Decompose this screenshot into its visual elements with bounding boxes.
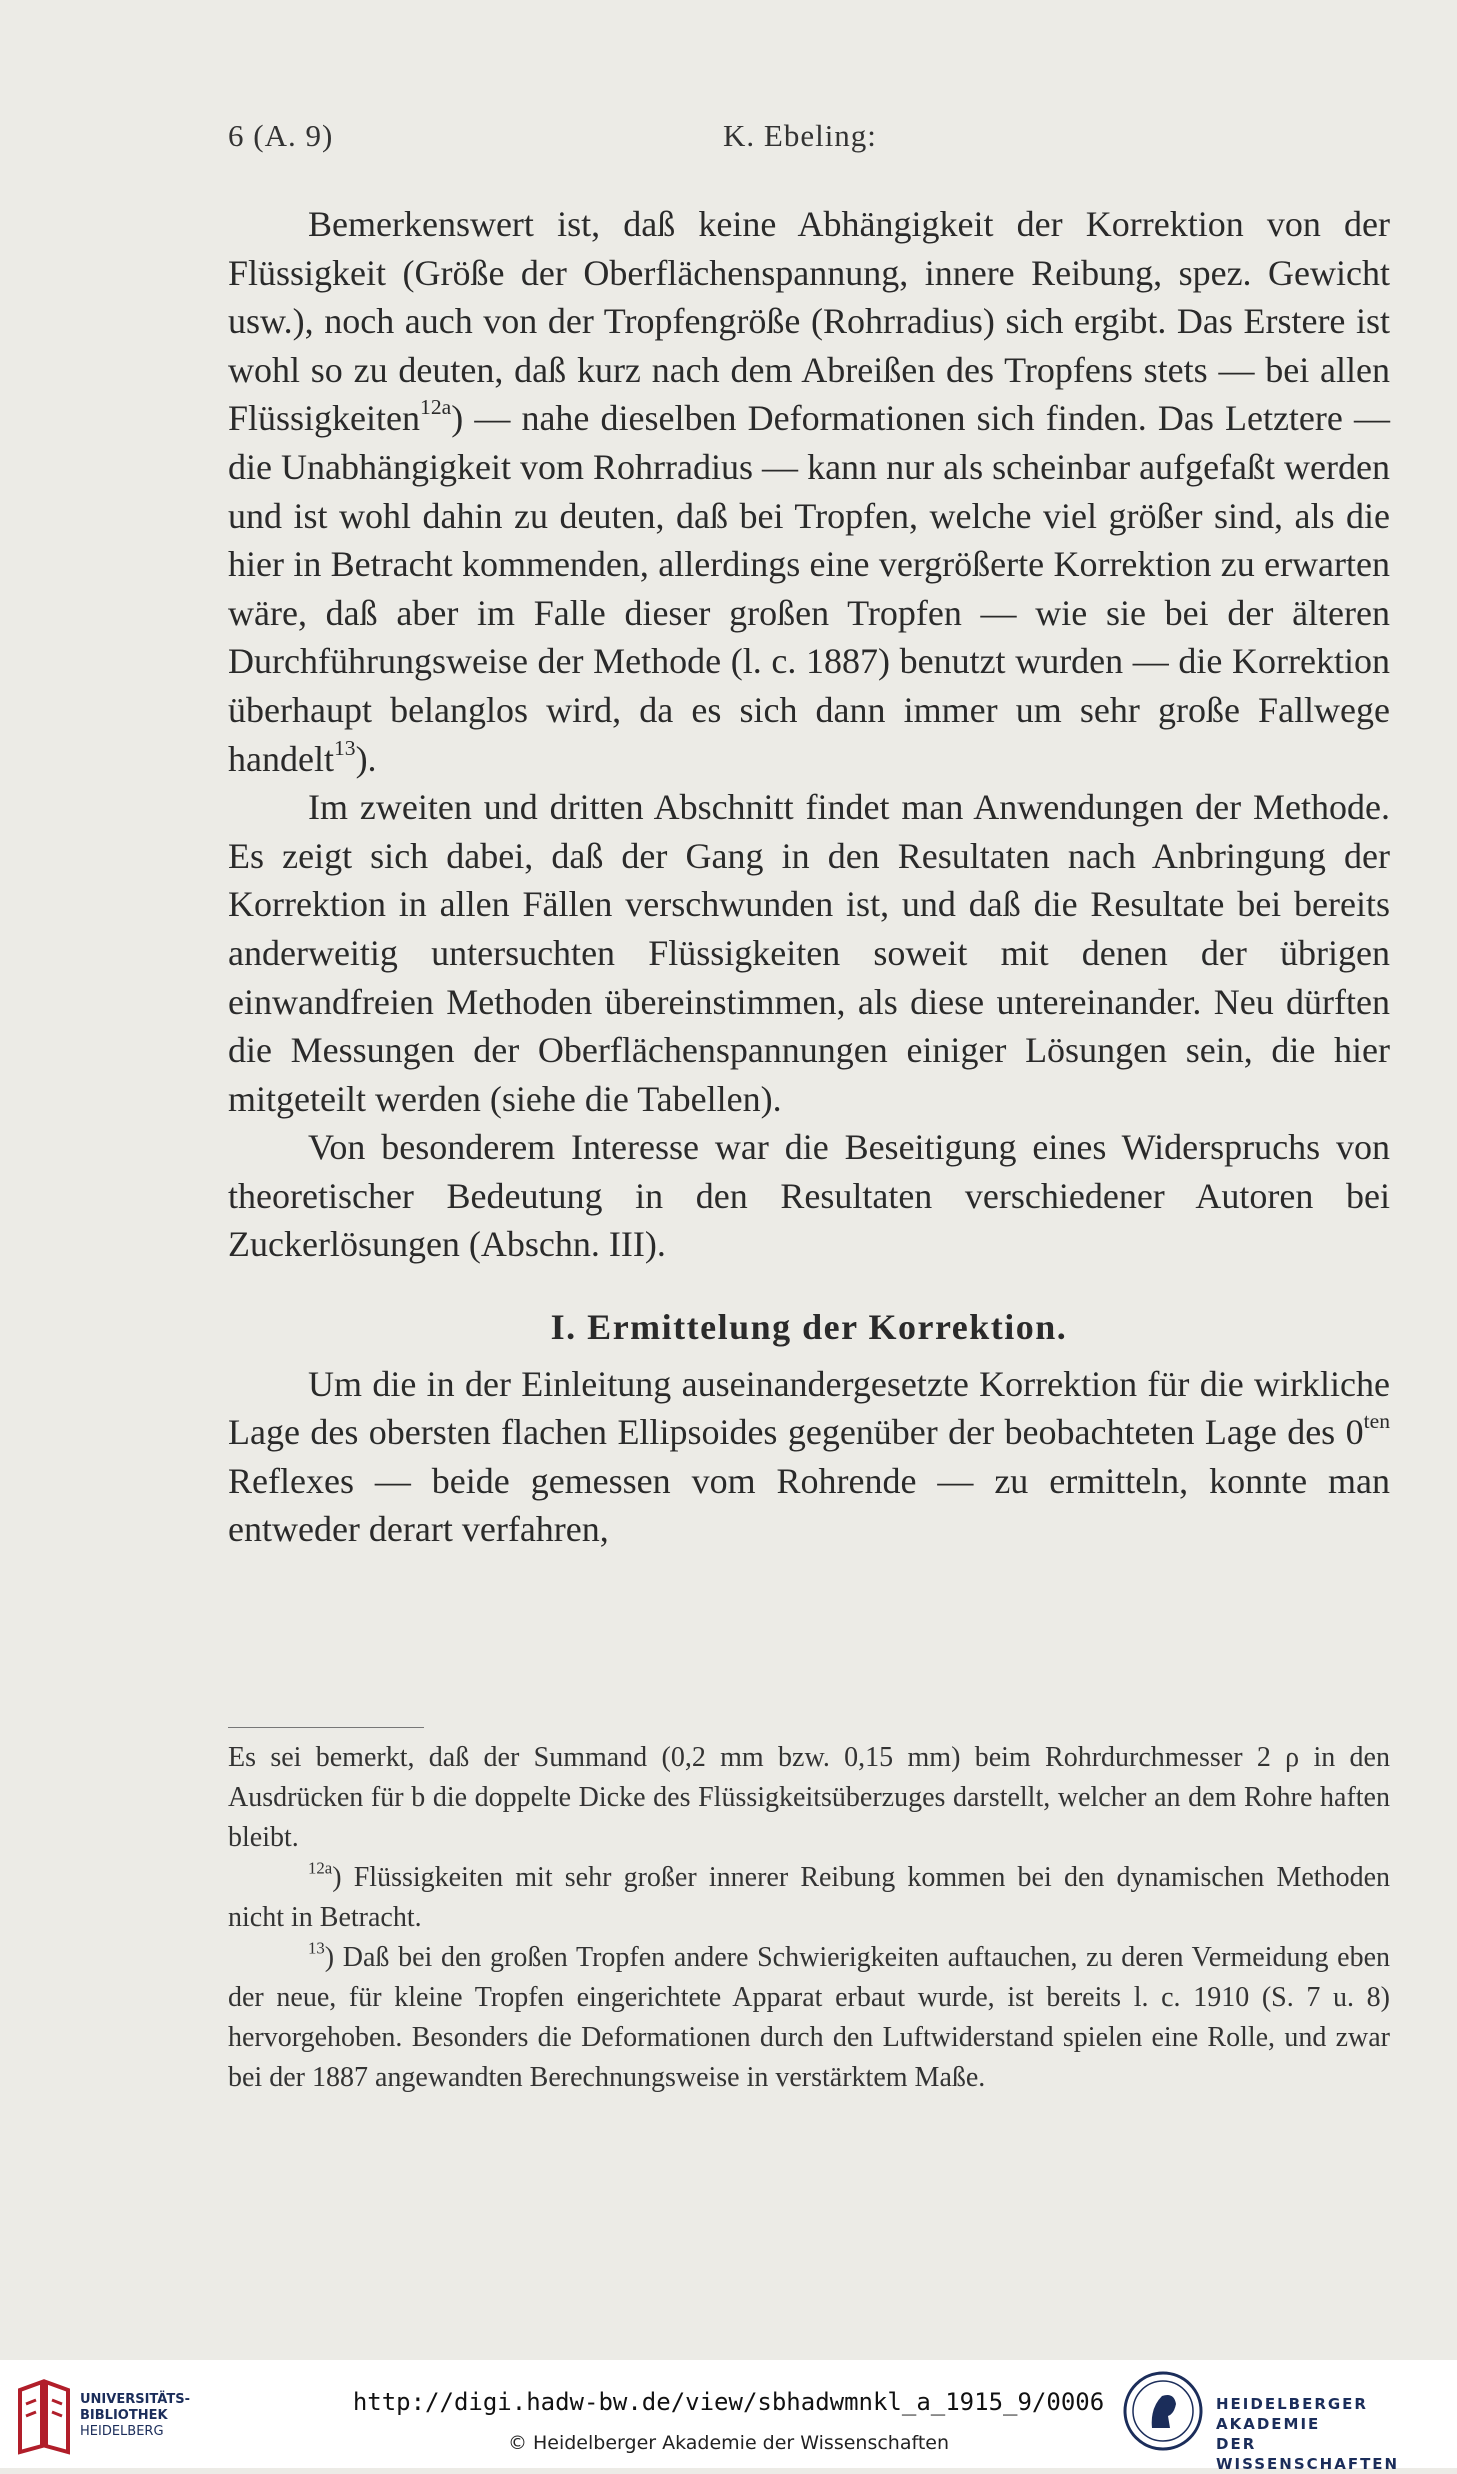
paragraph-2: Im zweiten und dritten Abschnitt findet man Anwendungen der Methode. Es zeigt sich dabei, daß der Gang in den Resultaten nach Anbringung der Korrektion in allen Fällen verschwunden ist, und daß die Resultate bei bereits anderweitig untersuchten Flüssigkeiten soweit mit denen der übrigen einwandfreien Methoden übereinstimmen, als diese untereinander. Neu dürften die Messungen der Oberflächenspannungen einiger Lösungen sein, die hier mitgeteilt werden (siehe die Tabellen). — [228, 787, 1390, 1119]
paragraph-4 — [228, 1360, 1390, 1554]
paragraph-1-text-cont: ) — nahe dieselben Deformationen sich finden. Das Letztere — die Unabhängigkeit vom Rohrradius — kann nur als scheinbar aufgefaßt werden und ist wohl dahin zu deuten, daß bei Tropfen, welche viel größer sind, als die hier in Betracht kommenden, allerdings eine vergrößerte Korrektion zu erwarten wäre, daß aber im Falle dieser großen Tropfen — wie sie bei der älteren Durchführungsweise der Methode (l. c. 1887) benutzt wurden — die Korrektion überhaupt belanglos wird, da es sich dann immer um sehr große Fallwege handelt — [228, 398, 1390, 779]
academy-seal-icon — [1122, 2370, 1204, 2452]
paragraph-1 — [228, 200, 1390, 783]
academy-logo[interactable] — [1122, 2370, 1442, 2473]
footnote-12a — [228, 1858, 1390, 1938]
academy-line-2: DER WISSENSCHAFTEN — [1216, 2435, 1400, 2473]
academy-name — [1216, 2394, 1442, 2474]
footnote-mark-13: 13 — [308, 1938, 325, 1958]
page-number: 6 (A. 9) — [228, 118, 334, 153]
paragraph-4-text: Um die in der Einleitung auseinandergesetzte Korrektion für die wirkliche Lage des obersten flachen Ellipsoides gegenüber der beobachteten Lage des 0 — [228, 1363, 1390, 1453]
academy-line-1: HEIDELBERGER AKADEMIE — [1216, 2395, 1368, 2433]
library-line-1: UNIVERSITÄTS- — [80, 2392, 190, 2407]
footnote-continued: Es sei bemerkt, daß der Summand (0,2 mm bzw. 0,15 mm) beim Rohrdurchmesser 2 ρ in den Ausdrücken für b die doppelte Dicke des Flüssigkeitsüberzuges darstellt, welcher an dem Rohre haften bleibt. — [228, 1742, 1390, 1853]
section-heading: I. Ermittelung der Korrektion. — [550, 1307, 1068, 1348]
footnote-rule — [228, 1727, 424, 1728]
paragraph-4-text-cont: Reflexes — beide gemessen vom Rohrende — zu ermitteln, konnte man entweder derart verfahren, — [228, 1460, 1390, 1550]
footnotes — [228, 1738, 1390, 2098]
main-text — [228, 200, 1390, 1554]
footnote-ref-12a: 12a — [420, 395, 452, 420]
footer-bar — [0, 2360, 1457, 2473]
footnote-mark-12a: 12a — [308, 1858, 333, 1878]
paragraph-3: Von besonderem Interesse war die Beseitigung eines Widerspruchs von theoretischer Bedeutung in den Resultaten verschiedener Autoren bei Zuckerlösungen (Abschn. III). — [228, 1127, 1390, 1265]
permalink-url[interactable]: http://digi.hadw-bw.de/view/sbhadwmnkl_a_1915_9/0006 — [352, 2388, 1105, 2416]
footnote-13 — [228, 1938, 1390, 2098]
footnote-12a-text: ) Flüssigkeiten mit sehr großer innerer Reibung kommen bei den dynamischen Methoden nicht in Betracht. — [228, 1862, 1390, 1933]
library-line-2: BIBLIOTHEK — [80, 2408, 168, 2423]
copyright-notice: © Heidelberger Akademie der Wissenschaften — [507, 2432, 950, 2454]
running-title: K. Ebeling: — [723, 118, 877, 153]
paragraph-1-end: ). — [355, 738, 377, 779]
superscript-ten: ten — [1363, 1409, 1390, 1434]
library-line-3: HEIDELBERG — [80, 2424, 164, 2439]
paragraph-1-text: Bemerkenswert ist, daß keine Abhängigkeit der Korrektion von der Flüssigkeit (Größe der Oberflächenspannung, innere Reibung, spez. Gewicht usw.), noch auch von der Tropfengröße (Rohrradius) sich ergibt. Das Erstere ist wohl so zu deuten, daß kurz nach dem Abreißen des Tropfens stets — bei allen Flüssigkeiten — [228, 204, 1390, 439]
footnote-ref-13: 13 — [333, 735, 356, 760]
footnote-13-text: ) Daß bei den großen Tropfen andere Schwierigkeiten auftauchen, zu deren Vermeidung eben der neue, für kleine Tropfen eingerichtete Apparat erbaut wurde, ist bereits l. c. 1910 (S. 7 u. 8) hervorgehoben. Besonders die Deformationen durch den Luftwiderstand spielen eine Rolle, und zwar bei der 1887 angewandten Berechnungsweise in verstärktem Maße. — [228, 1942, 1390, 2093]
